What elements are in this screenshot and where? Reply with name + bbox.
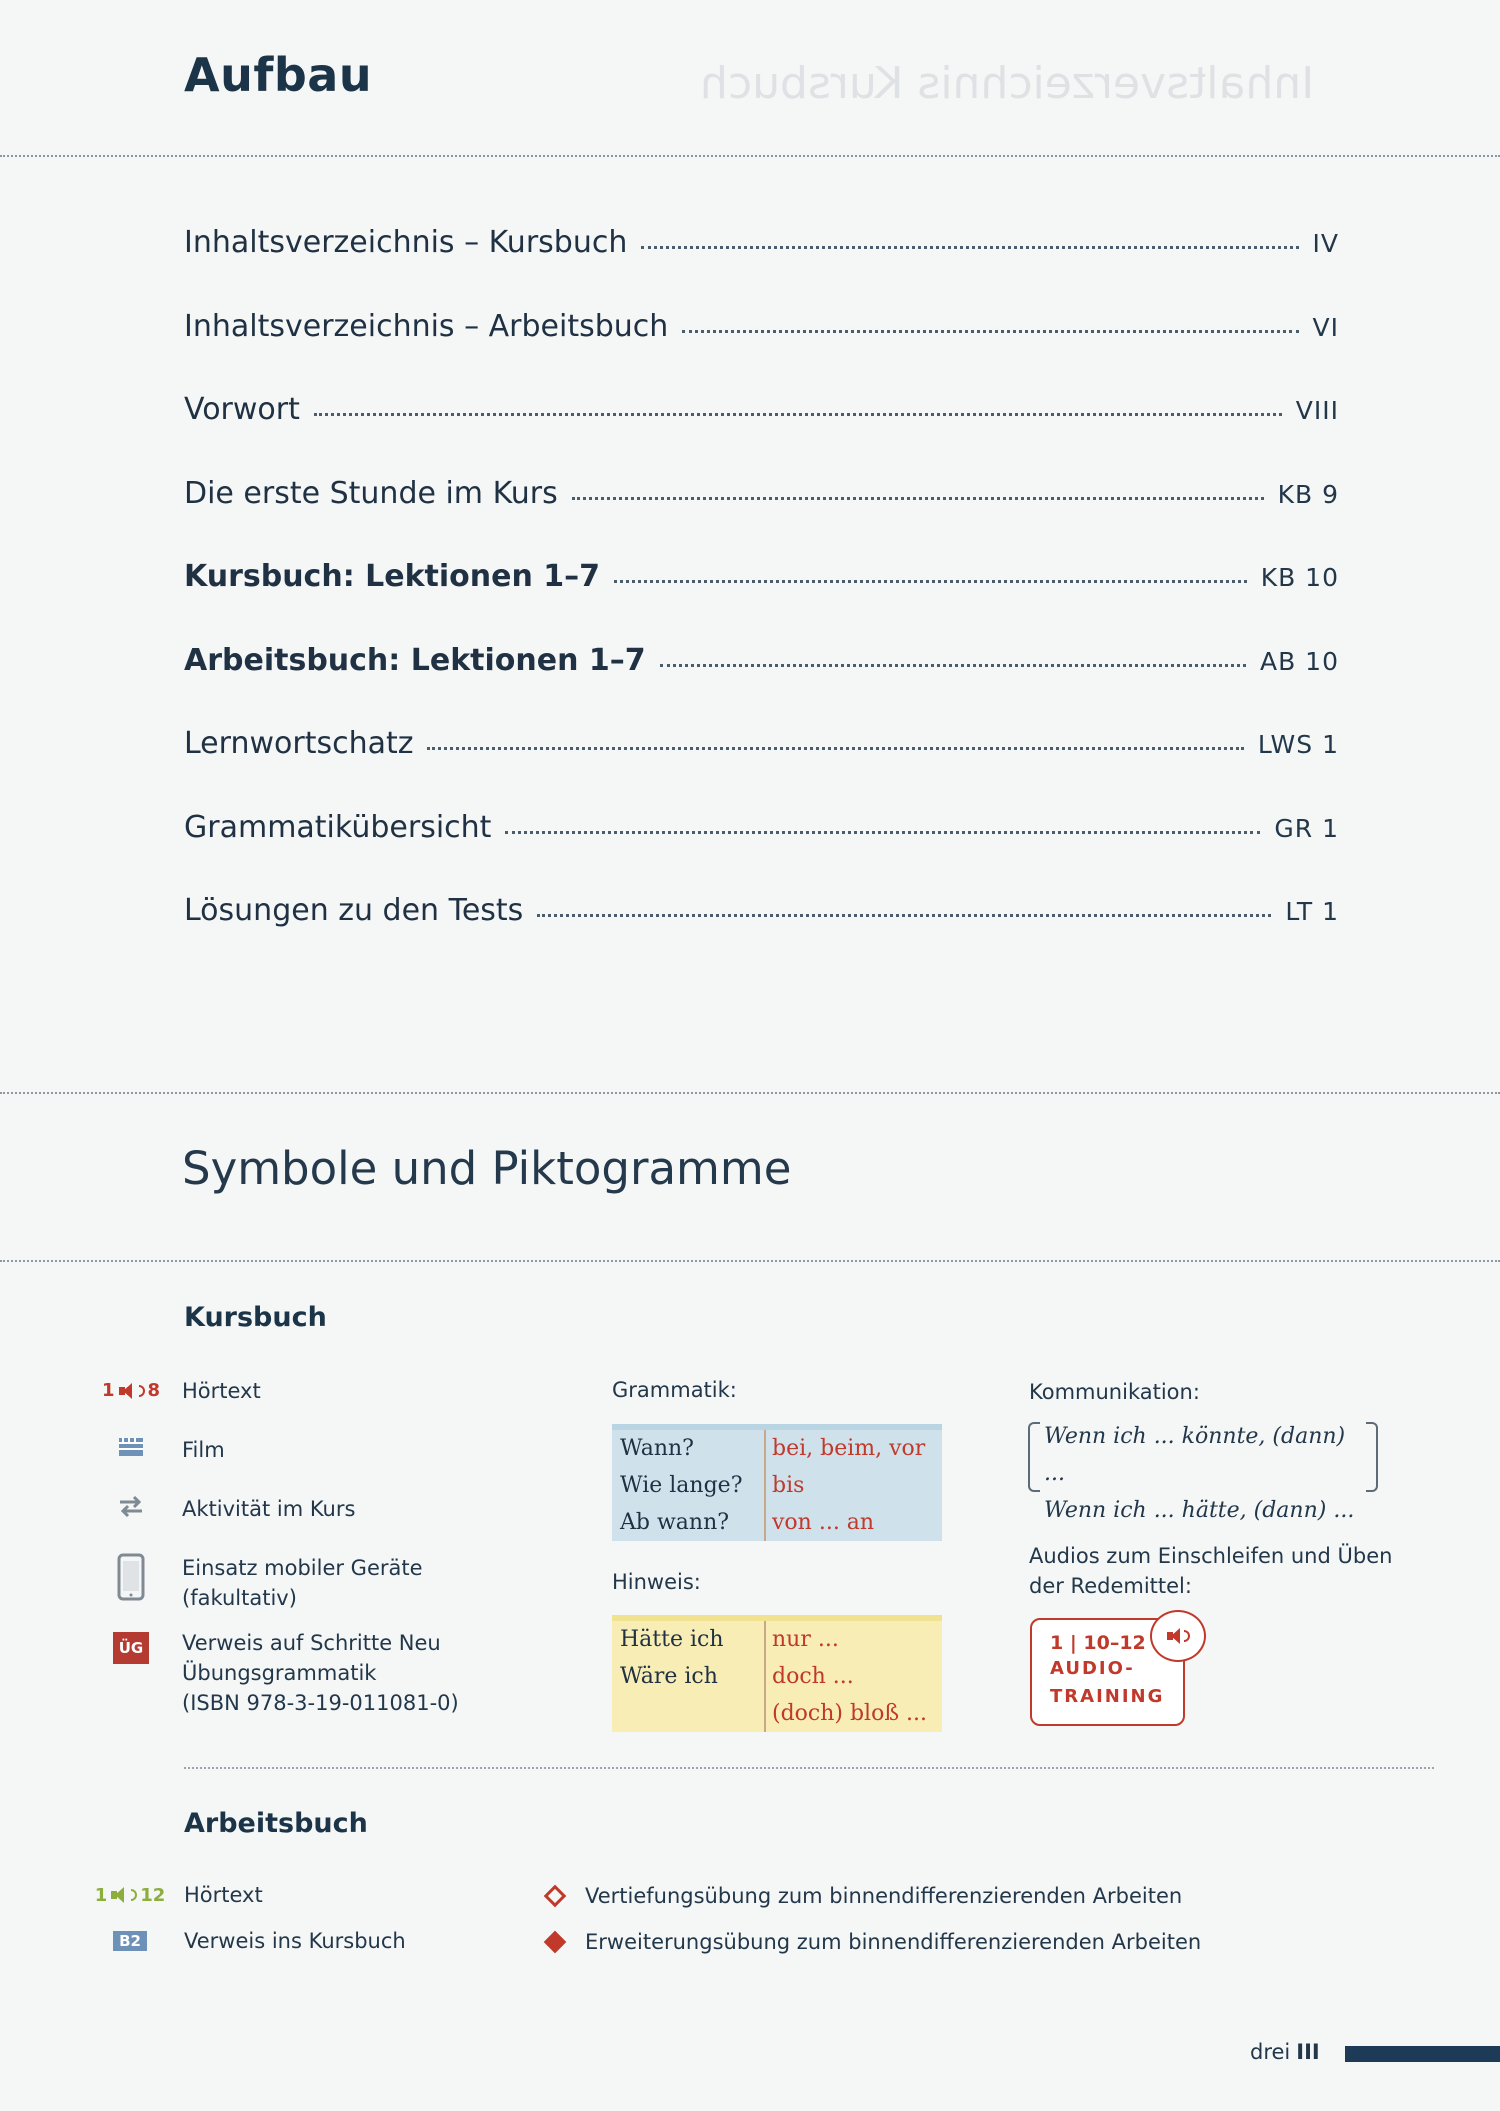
toc-page: AB 10 bbox=[1259, 646, 1339, 676]
mobile-device-icon bbox=[117, 1553, 145, 1601]
toc-leader bbox=[660, 664, 1246, 667]
toc-row[interactable] bbox=[184, 643, 1339, 727]
symbol-film bbox=[80, 1435, 522, 1465]
toc-label: Lösungen zu den Tests bbox=[184, 893, 524, 928]
track-cd: 1 bbox=[101, 1380, 115, 1401]
toc-row[interactable] bbox=[184, 225, 1339, 309]
cell-particle: doch ... bbox=[764, 1658, 942, 1695]
toc-leader bbox=[641, 246, 1298, 249]
toc-row[interactable] bbox=[184, 559, 1339, 643]
cell-particle: nur ... bbox=[764, 1621, 942, 1658]
symbol-ab-hoertext bbox=[76, 1883, 263, 1907]
toc-row[interactable] bbox=[184, 309, 1339, 393]
cell-answer: bis bbox=[764, 1467, 942, 1504]
symbol-label: Vertiefungsübung zum binnendifferenzierenden Arbeiten bbox=[585, 1884, 1183, 1908]
footer-bar bbox=[1345, 2046, 1500, 2062]
toc-row[interactable] bbox=[184, 810, 1339, 894]
toc-label: Die erste Stunde im Kurs bbox=[184, 475, 558, 511]
audio-label: TRAINING bbox=[1050, 1686, 1165, 1707]
audio-icon bbox=[95, 1885, 166, 1906]
kommunikation-line: Wenn ich ... könnte, (dann) ... bbox=[1044, 1424, 1346, 1486]
toc-page: LT 1 bbox=[1285, 897, 1339, 926]
symbol-label: Hörtext bbox=[182, 1379, 261, 1403]
toc-page: VIII bbox=[1295, 396, 1339, 425]
table-row bbox=[612, 1467, 942, 1504]
aufbau-title: Aufbau bbox=[184, 48, 373, 102]
grammatik-label: Grammatik: bbox=[612, 1378, 737, 1402]
symbol-label: Übungsgrammatik bbox=[182, 1661, 377, 1685]
symbol-erweiterung bbox=[525, 1930, 1201, 1954]
toc-row[interactable] bbox=[184, 726, 1339, 810]
symbol-label: Aktivität im Kurs bbox=[182, 1497, 356, 1521]
table-row bbox=[612, 1658, 942, 1695]
toc-row[interactable] bbox=[184, 392, 1339, 476]
track-number: 12 bbox=[140, 1884, 166, 1906]
toc-page: VI bbox=[1312, 312, 1339, 342]
audio-track: 1 | 10–12 bbox=[1050, 1632, 1146, 1654]
toc-row[interactable] bbox=[184, 893, 1339, 977]
kommunikation-box bbox=[1028, 1418, 1378, 1529]
table-of-contents bbox=[184, 225, 1339, 977]
toc-page: GR 1 bbox=[1274, 813, 1339, 843]
symbol-label: Einsatz mobiler Geräte bbox=[182, 1556, 423, 1580]
toc-row[interactable] bbox=[184, 476, 1339, 560]
hinweis-label: Hinweis: bbox=[612, 1570, 701, 1594]
hinweis-table bbox=[612, 1615, 942, 1732]
divider bbox=[184, 1767, 1434, 1769]
cell-answer: bei, beim, vor bbox=[764, 1430, 942, 1467]
symbol-label: Erweiterungsübung zum binnendifferenzierenden Arbeiten bbox=[585, 1930, 1202, 1954]
table-row bbox=[612, 1430, 942, 1467]
symbol-label: (ISBN 978-3-19-011081-0) bbox=[182, 1691, 459, 1715]
divider bbox=[0, 155, 1500, 157]
symbol-hoertext bbox=[80, 1376, 522, 1406]
toc-leader bbox=[427, 747, 1243, 750]
toc-label: Vorwort bbox=[184, 392, 300, 427]
audio-label: AUDIO- bbox=[1050, 1658, 1135, 1679]
symbol-label: (fakultativ) bbox=[182, 1586, 297, 1610]
page-number-word: drei bbox=[1250, 2040, 1291, 2064]
toc-leader bbox=[505, 831, 1260, 834]
toc-label: Inhaltsverzeichnis – Arbeitsbuch bbox=[184, 308, 669, 344]
bleed-through-text: Inhaltsverzeichnis Kursbuch bbox=[700, 58, 1315, 109]
track-number: 8 bbox=[147, 1380, 161, 1401]
toc-page: IV bbox=[1312, 229, 1339, 258]
cell-answer: von ... an bbox=[764, 1504, 942, 1541]
kommunikation-line: Wenn ich ... hätte, (dann) ... bbox=[1044, 1498, 1355, 1523]
symbol-ab-verweis bbox=[76, 1929, 406, 1953]
toc-page: KB 10 bbox=[1260, 563, 1339, 592]
symbole-title: Symbole und Piktogramme bbox=[182, 1142, 792, 1195]
track-cd: 1 bbox=[94, 1884, 108, 1906]
toc-label: Lernwortschatz bbox=[184, 726, 414, 761]
audio-icon bbox=[102, 1376, 160, 1406]
toc-page: LWS 1 bbox=[1257, 730, 1339, 759]
symbol-mobil bbox=[80, 1553, 522, 1613]
toc-label: Kursbuch: Lektionen 1–7 bbox=[184, 559, 601, 594]
toc-leader bbox=[572, 497, 1264, 500]
audios-label bbox=[1029, 1541, 1392, 1601]
b2-badge-icon: B2 bbox=[113, 1931, 147, 1951]
symbol-label: Hörtext bbox=[184, 1883, 263, 1907]
kommunikation-label: Kommunikation: bbox=[1029, 1380, 1200, 1404]
cell-phrase: Hätte ich bbox=[620, 1627, 724, 1652]
toc-label: Arbeitsbuch: Lektionen 1–7 bbox=[184, 642, 646, 678]
film-icon bbox=[118, 1435, 144, 1459]
arbeitsbuch-heading: Arbeitsbuch bbox=[184, 1808, 368, 1839]
symbol-vertiefung bbox=[525, 1884, 1182, 1908]
toc-leader bbox=[614, 580, 1247, 583]
page-number bbox=[1250, 2040, 1320, 2064]
audios-label-line: Audios zum Einschleifen und Üben bbox=[1029, 1544, 1393, 1568]
symbol-label: Verweis ins Kursbuch bbox=[184, 1929, 406, 1953]
toc-label: Inhaltsverzeichnis – Kursbuch bbox=[184, 225, 628, 260]
symbol-label: Verweis auf Schritte Neu bbox=[182, 1631, 441, 1655]
symbol-verweis-ug bbox=[80, 1628, 522, 1718]
toc-leader bbox=[682, 330, 1298, 333]
table-row bbox=[612, 1695, 942, 1732]
exchange-arrows-icon bbox=[117, 1494, 145, 1518]
grammatik-table bbox=[612, 1424, 942, 1541]
cell-particle: (doch) bloß ... bbox=[764, 1695, 942, 1732]
toc-leader bbox=[314, 413, 1282, 416]
symbol-aktivitaet bbox=[80, 1494, 522, 1524]
table-row bbox=[612, 1504, 942, 1541]
open-diamond-icon bbox=[544, 1885, 567, 1908]
page-number-numeral: III bbox=[1296, 2040, 1320, 2064]
speaker-icon bbox=[1150, 1610, 1206, 1662]
toc-leader bbox=[537, 914, 1271, 917]
symbol-label: Film bbox=[182, 1438, 225, 1462]
cell-question: Wann? bbox=[620, 1436, 694, 1461]
toc-page: KB 9 bbox=[1277, 479, 1339, 509]
ug-badge-icon: ÜG bbox=[113, 1632, 150, 1664]
kursbuch-heading: Kursbuch bbox=[184, 1302, 327, 1333]
toc-label: Grammatikübersicht bbox=[184, 809, 492, 845]
divider bbox=[0, 1260, 1500, 1262]
cell-phrase: Wäre ich bbox=[620, 1664, 718, 1689]
table-row bbox=[612, 1621, 942, 1658]
divider bbox=[0, 1092, 1500, 1094]
cell-question: Ab wann? bbox=[620, 1510, 730, 1535]
cell-question: Wie lange? bbox=[620, 1473, 743, 1498]
filled-diamond-icon bbox=[544, 1931, 567, 1954]
audios-label-line: der Redemittel: bbox=[1029, 1574, 1192, 1598]
